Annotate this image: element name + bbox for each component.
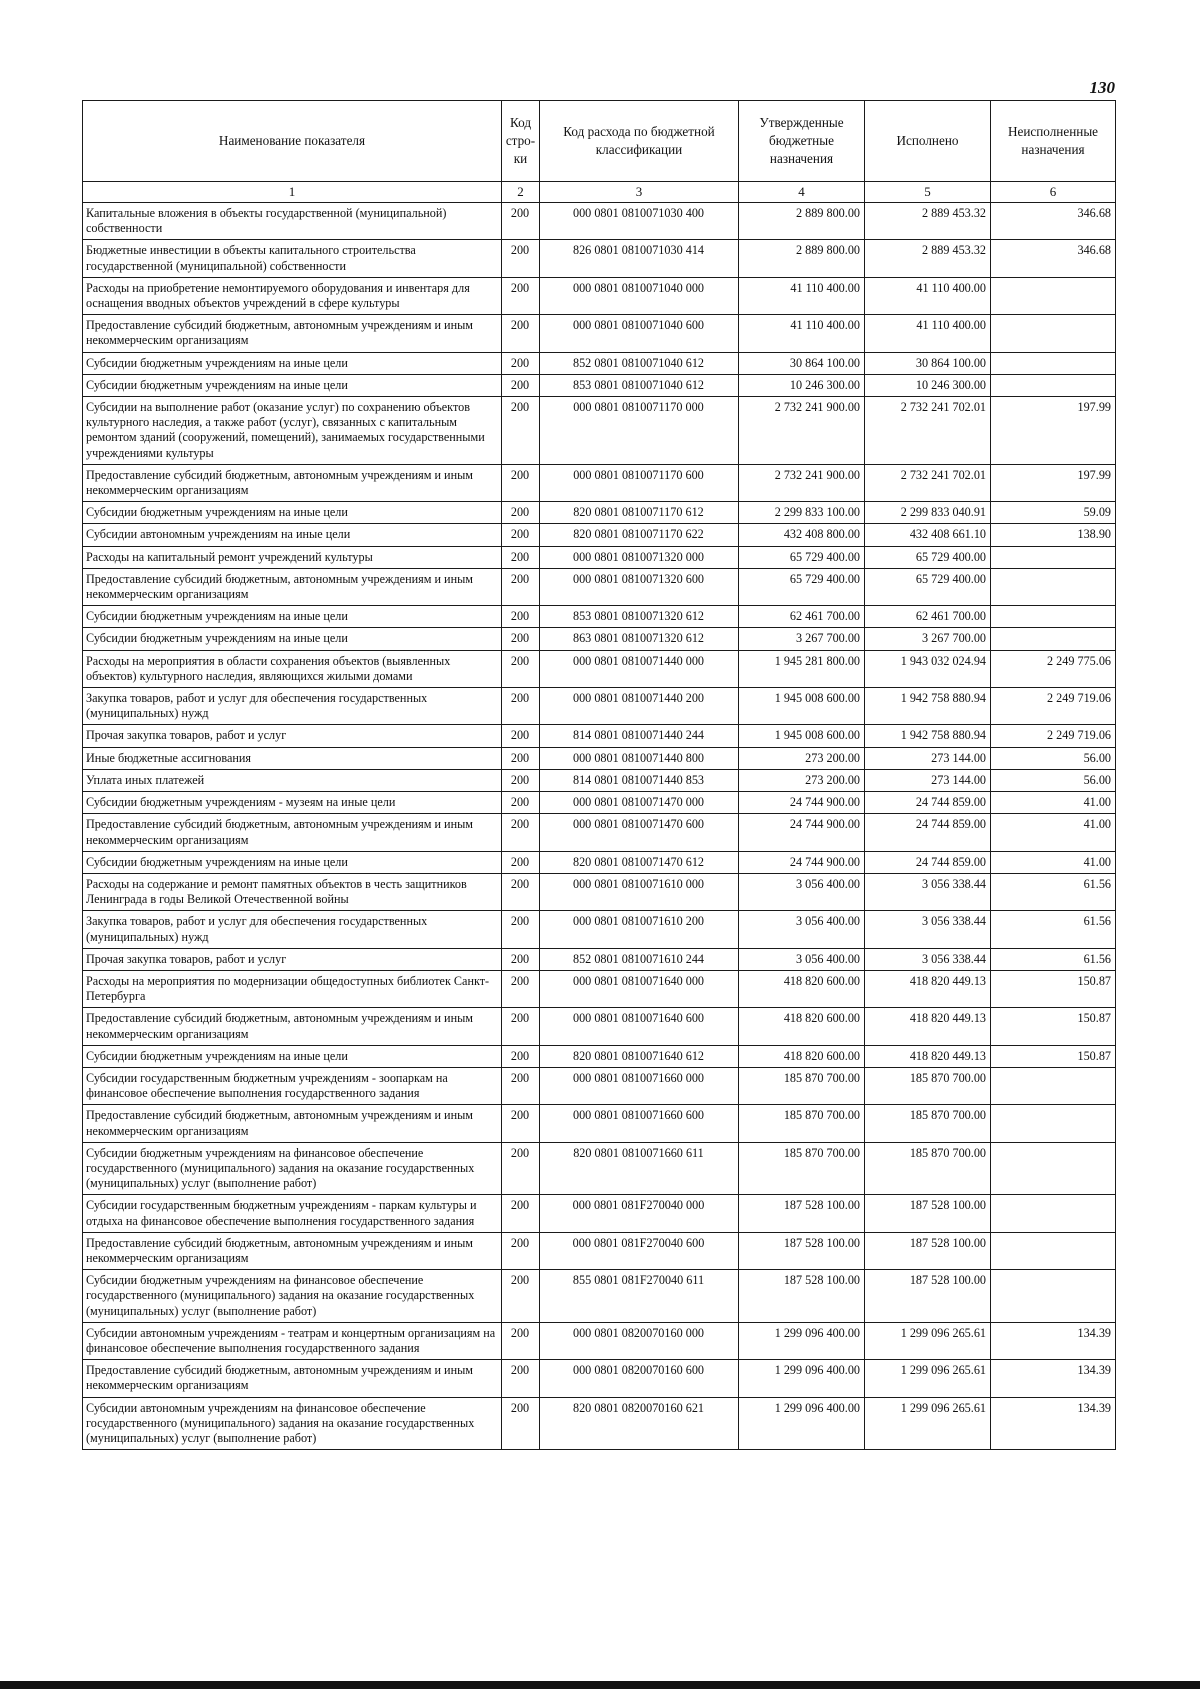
approved-amount-cell: 2 732 241 900.00 [739, 464, 865, 501]
approved-amount-cell: 3 056 400.00 [739, 873, 865, 910]
indicator-name-cell: Расходы на мероприятия по модернизации общедоступных библиотек Санкт-Петербурга [83, 970, 502, 1007]
table-row [83, 1322, 1116, 1359]
approved-amount-cell: 1 945 281 800.00 [739, 650, 865, 687]
indicator-name-cell: Предоставление субсидий бюджетным, автономным учреждениям и иным некоммерческим организациям [83, 1008, 502, 1045]
table-row [83, 911, 1116, 948]
table-body [83, 203, 1116, 1450]
executed-amount-cell: 185 870 700.00 [865, 1067, 991, 1104]
indicator-name-cell: Субсидии бюджетным учреждениям на финансовое обеспечение государственного (муниципального) задания на оказание государственных (муниципальных) услуг (выполнение работ) [83, 1270, 502, 1323]
approved-amount-cell: 24 744 900.00 [739, 814, 865, 851]
executed-amount-cell: 418 820 449.13 [865, 970, 991, 1007]
executed-amount-cell: 185 870 700.00 [865, 1142, 991, 1195]
indicator-name-cell: Закупка товаров, работ и услуг для обеспечения государственных (муниципальных) нужд [83, 911, 502, 948]
indicator-name-cell: Субсидии бюджетным учреждениям на иные цели [83, 1045, 502, 1067]
approved-amount-cell: 1 299 096 400.00 [739, 1360, 865, 1397]
table-row [83, 546, 1116, 568]
table-row [83, 1397, 1116, 1450]
line-code-cell: 200 [502, 1045, 540, 1067]
approved-amount-cell: 418 820 600.00 [739, 1045, 865, 1067]
column-number: 3 [540, 182, 739, 203]
header-indicator-name: Наименование показателя [83, 101, 502, 182]
table-row [83, 948, 1116, 970]
table-row [83, 970, 1116, 1007]
indicator-name-cell: Субсидии бюджетным учреждениям - музеям на иные цели [83, 792, 502, 814]
scan-bottom-edge [0, 1681, 1200, 1689]
approved-amount-cell: 185 870 700.00 [739, 1105, 865, 1142]
page-number: 130 [1089, 78, 1115, 97]
table-row [83, 873, 1116, 910]
line-code-cell: 200 [502, 240, 540, 277]
indicator-name-cell: Субсидии бюджетным учреждениям на иные цели [83, 606, 502, 628]
executed-amount-cell: 2 889 453.32 [865, 240, 991, 277]
executed-amount-cell: 418 820 449.13 [865, 1008, 991, 1045]
indicator-name-cell: Иные бюджетные ассигнования [83, 747, 502, 769]
budget-execution-table [82, 100, 1116, 1450]
indicator-name-cell: Субсидии бюджетным учреждениям на иные цели [83, 352, 502, 374]
line-code-cell: 200 [502, 628, 540, 650]
unexecuted-amount-cell: 41.00 [991, 851, 1116, 873]
approved-amount-cell: 2 732 241 900.00 [739, 397, 865, 465]
table-row [83, 1142, 1116, 1195]
line-code-cell: 200 [502, 650, 540, 687]
table-row [83, 315, 1116, 352]
approved-amount-cell: 187 528 100.00 [739, 1270, 865, 1323]
table-row [83, 1008, 1116, 1045]
approved-amount-cell: 30 864 100.00 [739, 352, 865, 374]
classification-code-cell: 000 0801 0810071170 600 [540, 464, 739, 501]
approved-amount-cell: 185 870 700.00 [739, 1142, 865, 1195]
indicator-name-cell: Субсидии бюджетным учреждениям на иные цели [83, 851, 502, 873]
table-row [83, 374, 1116, 396]
header-unexecuted-assignments: Неисполненные назначения [991, 101, 1116, 182]
indicator-name-cell: Расходы на приобретение немонтируемого оборудования и инвентаря для оснащения вводных объектов учреждений в сфере культуры [83, 277, 502, 314]
table-header [83, 101, 1116, 203]
classification-code-cell: 000 0801 0810071440 800 [540, 747, 739, 769]
executed-amount-cell: 24 744 859.00 [865, 814, 991, 851]
unexecuted-amount-cell: 61.56 [991, 873, 1116, 910]
executed-amount-cell: 1 299 096 265.61 [865, 1322, 991, 1359]
classification-code-cell: 000 0801 0820070160 000 [540, 1322, 739, 1359]
indicator-name-cell: Субсидии автономным учреждениям на финансовое обеспечение государственного (муниципального) задания на оказание государственных (муниципальных) услуг (выполнение работ) [83, 1397, 502, 1450]
executed-amount-cell: 30 864 100.00 [865, 352, 991, 374]
table-row [83, 502, 1116, 524]
executed-amount-cell: 10 246 300.00 [865, 374, 991, 396]
executed-amount-cell: 65 729 400.00 [865, 546, 991, 568]
table-row [83, 397, 1116, 465]
table-row [83, 792, 1116, 814]
approved-amount-cell: 62 461 700.00 [739, 606, 865, 628]
approved-amount-cell: 187 528 100.00 [739, 1232, 865, 1269]
approved-amount-cell: 41 110 400.00 [739, 277, 865, 314]
approved-amount-cell: 65 729 400.00 [739, 546, 865, 568]
line-code-cell: 200 [502, 502, 540, 524]
line-code-cell: 200 [502, 277, 540, 314]
indicator-name-cell: Предоставление субсидий бюджетным, автономным учреждениям и иным некоммерческим организациям [83, 315, 502, 352]
header-approved-assignments: Утвержденные бюджетные назначения [739, 101, 865, 182]
indicator-name-cell: Предоставление субсидий бюджетным, автономным учреждениям и иным некоммерческим организациям [83, 464, 502, 501]
unexecuted-amount-cell [991, 352, 1116, 374]
column-number: 5 [865, 182, 991, 203]
indicator-name-cell: Уплата иных платежей [83, 769, 502, 791]
unexecuted-amount-cell [991, 606, 1116, 628]
classification-code-cell: 000 0801 0810071470 000 [540, 792, 739, 814]
approved-amount-cell: 1 299 096 400.00 [739, 1397, 865, 1450]
executed-amount-cell: 187 528 100.00 [865, 1270, 991, 1323]
table-row [83, 1232, 1116, 1269]
line-code-cell: 200 [502, 374, 540, 396]
unexecuted-amount-cell [991, 628, 1116, 650]
approved-amount-cell: 1 945 008 600.00 [739, 688, 865, 725]
header-executed: Исполнено [865, 101, 991, 182]
table-row [83, 203, 1116, 240]
column-number: 6 [991, 182, 1116, 203]
line-code-cell: 200 [502, 203, 540, 240]
unexecuted-amount-cell: 61.56 [991, 948, 1116, 970]
executed-amount-cell: 41 110 400.00 [865, 277, 991, 314]
unexecuted-amount-cell: 197.99 [991, 464, 1116, 501]
executed-amount-cell: 41 110 400.00 [865, 315, 991, 352]
unexecuted-amount-cell: 134.39 [991, 1322, 1116, 1359]
classification-code-cell: 853 0801 0810071040 612 [540, 374, 739, 396]
unexecuted-amount-cell [991, 1270, 1116, 1323]
table-row [83, 277, 1116, 314]
table-row [83, 1195, 1116, 1232]
classification-code-cell: 000 0801 0810071640 000 [540, 970, 739, 1007]
executed-amount-cell: 65 729 400.00 [865, 568, 991, 605]
table-row [83, 628, 1116, 650]
approved-amount-cell: 24 744 900.00 [739, 792, 865, 814]
indicator-name-cell: Субсидии государственным бюджетным учреждениям - зоопаркам на финансовое обеспечение выполнения государственного задания [83, 1067, 502, 1104]
table-row [83, 606, 1116, 628]
line-code-cell: 200 [502, 688, 540, 725]
approved-amount-cell: 2 889 800.00 [739, 203, 865, 240]
unexecuted-amount-cell: 56.00 [991, 747, 1116, 769]
line-code-cell: 200 [502, 1195, 540, 1232]
table-row [83, 650, 1116, 687]
unexecuted-amount-cell: 150.87 [991, 1045, 1116, 1067]
approved-amount-cell: 2 299 833 100.00 [739, 502, 865, 524]
line-code-cell: 200 [502, 970, 540, 1007]
indicator-name-cell: Предоставление субсидий бюджетным, автономным учреждениям и иным некоммерческим организациям [83, 1105, 502, 1142]
executed-amount-cell: 2 889 453.32 [865, 203, 991, 240]
approved-amount-cell: 185 870 700.00 [739, 1067, 865, 1104]
unexecuted-amount-cell [991, 1195, 1116, 1232]
classification-code-cell: 000 0801 0810071610 200 [540, 911, 739, 948]
indicator-name-cell: Предоставление субсидий бюджетным, автономным учреждениям и иным некоммерческим организациям [83, 568, 502, 605]
line-code-cell: 200 [502, 464, 540, 501]
line-code-cell: 200 [502, 1270, 540, 1323]
unexecuted-amount-cell: 134.39 [991, 1360, 1116, 1397]
line-code-cell: 200 [502, 792, 540, 814]
indicator-name-cell: Субсидии автономным учреждениям - театрам и концертным организациям на финансовое обеспечение выполнения государственного задания [83, 1322, 502, 1359]
indicator-name-cell: Прочая закупка товаров, работ и услуг [83, 725, 502, 747]
approved-amount-cell: 3 056 400.00 [739, 911, 865, 948]
classification-code-cell: 000 0801 0810071040 000 [540, 277, 739, 314]
approved-amount-cell: 273 200.00 [739, 747, 865, 769]
executed-amount-cell: 187 528 100.00 [865, 1195, 991, 1232]
unexecuted-amount-cell: 150.87 [991, 970, 1116, 1007]
classification-code-cell: 820 0801 0810071660 611 [540, 1142, 739, 1195]
header-line-code: Код стро-ки [502, 101, 540, 182]
executed-amount-cell: 62 461 700.00 [865, 606, 991, 628]
table-row [83, 851, 1116, 873]
unexecuted-amount-cell: 346.68 [991, 240, 1116, 277]
indicator-name-cell: Субсидии бюджетным учреждениям на иные цели [83, 628, 502, 650]
unexecuted-amount-cell: 2 249 719.06 [991, 725, 1116, 747]
line-code-cell: 200 [502, 546, 540, 568]
executed-amount-cell: 3 056 338.44 [865, 873, 991, 910]
approved-amount-cell: 3 056 400.00 [739, 948, 865, 970]
approved-amount-cell: 3 267 700.00 [739, 628, 865, 650]
indicator-name-cell: Субсидии бюджетным учреждениям на иные цели [83, 374, 502, 396]
column-number: 2 [502, 182, 540, 203]
unexecuted-amount-cell: 56.00 [991, 769, 1116, 791]
executed-amount-cell: 3 056 338.44 [865, 911, 991, 948]
line-code-cell: 200 [502, 769, 540, 791]
unexecuted-amount-cell: 346.68 [991, 203, 1116, 240]
classification-code-cell: 000 0801 0810071030 400 [540, 203, 739, 240]
classification-code-cell: 000 0801 0810071640 600 [540, 1008, 739, 1045]
table-row [83, 814, 1116, 851]
unexecuted-amount-cell [991, 568, 1116, 605]
classification-code-cell: 820 0801 0820070160 621 [540, 1397, 739, 1450]
unexecuted-amount-cell [991, 374, 1116, 396]
approved-amount-cell: 273 200.00 [739, 769, 865, 791]
column-number: 1 [83, 182, 502, 203]
executed-amount-cell: 418 820 449.13 [865, 1045, 991, 1067]
unexecuted-amount-cell [991, 1067, 1116, 1104]
unexecuted-amount-cell [991, 1232, 1116, 1269]
line-code-cell: 200 [502, 814, 540, 851]
classification-code-cell: 852 0801 0810071040 612 [540, 352, 739, 374]
table-row [83, 464, 1116, 501]
table-row [83, 352, 1116, 374]
classification-code-cell: 852 0801 0810071610 244 [540, 948, 739, 970]
classification-code-cell: 820 0801 0810071470 612 [540, 851, 739, 873]
classification-code-cell: 853 0801 0810071320 612 [540, 606, 739, 628]
approved-amount-cell: 10 246 300.00 [739, 374, 865, 396]
classification-code-cell: 000 0801 081F270040 000 [540, 1195, 739, 1232]
table-row [83, 1105, 1116, 1142]
executed-amount-cell: 1 299 096 265.61 [865, 1360, 991, 1397]
unexecuted-amount-cell: 61.56 [991, 911, 1116, 948]
column-number: 4 [739, 182, 865, 203]
line-code-cell: 200 [502, 747, 540, 769]
line-code-cell: 200 [502, 1322, 540, 1359]
classification-code-cell: 814 0801 0810071440 853 [540, 769, 739, 791]
executed-amount-cell: 24 744 859.00 [865, 792, 991, 814]
classification-code-cell: 000 0801 0810071320 600 [540, 568, 739, 605]
line-code-cell: 200 [502, 1067, 540, 1104]
unexecuted-amount-cell [991, 315, 1116, 352]
line-code-cell: 200 [502, 1397, 540, 1450]
unexecuted-amount-cell [991, 1105, 1116, 1142]
classification-code-cell: 000 0801 0810071610 000 [540, 873, 739, 910]
indicator-name-cell: Субсидии государственным бюджетным учреждениям - паркам культуры и отдыха на финансовое обеспечение выполнения государственного задания [83, 1195, 502, 1232]
indicator-name-cell: Предоставление субсидий бюджетным, автономным учреждениям и иным некоммерческим организациям [83, 1360, 502, 1397]
classification-code-cell: 000 0801 0810071470 600 [540, 814, 739, 851]
approved-amount-cell: 2 889 800.00 [739, 240, 865, 277]
classification-code-cell: 000 0801 081F270040 600 [540, 1232, 739, 1269]
classification-code-cell: 000 0801 0810071170 000 [540, 397, 739, 465]
unexecuted-amount-cell: 150.87 [991, 1008, 1116, 1045]
executed-amount-cell: 2 732 241 702.01 [865, 464, 991, 501]
table-row [83, 524, 1116, 546]
line-code-cell: 200 [502, 873, 540, 910]
executed-amount-cell: 273 144.00 [865, 747, 991, 769]
classification-code-cell: 000 0801 0810071440 000 [540, 650, 739, 687]
unexecuted-amount-cell [991, 546, 1116, 568]
indicator-name-cell: Предоставление субсидий бюджетным, автономным учреждениям и иным некоммерческим организациям [83, 814, 502, 851]
table-row [83, 240, 1116, 277]
indicator-name-cell: Предоставление субсидий бюджетным, автономным учреждениям и иным некоммерческим организациям [83, 1232, 502, 1269]
executed-amount-cell: 187 528 100.00 [865, 1232, 991, 1269]
table-row [83, 1270, 1116, 1323]
table-row [83, 568, 1116, 605]
approved-amount-cell: 418 820 600.00 [739, 1008, 865, 1045]
classification-code-cell: 000 0801 0810071660 000 [540, 1067, 739, 1104]
table-row [83, 1067, 1116, 1104]
approved-amount-cell: 24 744 900.00 [739, 851, 865, 873]
line-code-cell: 200 [502, 1360, 540, 1397]
table-row [83, 1360, 1116, 1397]
line-code-cell: 200 [502, 1232, 540, 1269]
approved-amount-cell: 65 729 400.00 [739, 568, 865, 605]
unexecuted-amount-cell: 138.90 [991, 524, 1116, 546]
unexecuted-amount-cell: 59.09 [991, 502, 1116, 524]
approved-amount-cell: 1 945 008 600.00 [739, 725, 865, 747]
table-row [83, 688, 1116, 725]
unexecuted-amount-cell: 2 249 719.06 [991, 688, 1116, 725]
line-code-cell: 200 [502, 606, 540, 628]
classification-code-cell: 863 0801 0810071320 612 [540, 628, 739, 650]
executed-amount-cell: 3 267 700.00 [865, 628, 991, 650]
header-budget-classification-code: Код расхода по бюджетной классификации [540, 101, 739, 182]
indicator-name-cell: Капитальные вложения в объекты государственной (муниципальной) собственности [83, 203, 502, 240]
line-code-cell: 200 [502, 1008, 540, 1045]
unexecuted-amount-cell: 197.99 [991, 397, 1116, 465]
table-row [83, 725, 1116, 747]
line-code-cell: 200 [502, 948, 540, 970]
approved-amount-cell: 1 299 096 400.00 [739, 1322, 865, 1359]
approved-amount-cell: 418 820 600.00 [739, 970, 865, 1007]
classification-code-cell: 000 0801 0810071440 200 [540, 688, 739, 725]
executed-amount-cell: 1 943 032 024.94 [865, 650, 991, 687]
classification-code-cell: 000 0801 0810071040 600 [540, 315, 739, 352]
line-code-cell: 200 [502, 851, 540, 873]
unexecuted-amount-cell: 41.00 [991, 814, 1116, 851]
classification-code-cell: 820 0801 0810071170 612 [540, 502, 739, 524]
unexecuted-amount-cell: 41.00 [991, 792, 1116, 814]
classification-code-cell: 000 0801 0810071320 000 [540, 546, 739, 568]
indicator-name-cell: Расходы на содержание и ремонт памятных объектов в честь защитников Ленинграда в годы Великой Отечественной войны [83, 873, 502, 910]
unexecuted-amount-cell: 134.39 [991, 1397, 1116, 1450]
line-code-cell: 200 [502, 524, 540, 546]
executed-amount-cell: 2 299 833 040.91 [865, 502, 991, 524]
unexecuted-amount-cell [991, 1142, 1116, 1195]
indicator-name-cell: Бюджетные инвестиции в объекты капитального строительства государственной (муниципальной) собственности [83, 240, 502, 277]
executed-amount-cell: 1 942 758 880.94 [865, 688, 991, 725]
indicator-name-cell: Закупка товаров, работ и услуг для обеспечения государственных (муниципальных) нужд [83, 688, 502, 725]
indicator-name-cell: Субсидии бюджетным учреждениям на иные цели [83, 502, 502, 524]
table-row [83, 747, 1116, 769]
approved-amount-cell: 41 110 400.00 [739, 315, 865, 352]
classification-code-cell: 820 0801 0810071170 622 [540, 524, 739, 546]
approved-amount-cell: 187 528 100.00 [739, 1195, 865, 1232]
line-code-cell: 200 [502, 397, 540, 465]
unexecuted-amount-cell: 2 249 775.06 [991, 650, 1116, 687]
line-code-cell: 200 [502, 911, 540, 948]
indicator-name-cell: Прочая закупка товаров, работ и услуг [83, 948, 502, 970]
line-code-cell: 200 [502, 315, 540, 352]
indicator-name-cell: Расходы на капитальный ремонт учреждений культуры [83, 546, 502, 568]
indicator-name-cell: Расходы на мероприятия в области сохранения объектов (выявленных объектов) культурного наследия, являющихся жилыми домами [83, 650, 502, 687]
executed-amount-cell: 273 144.00 [865, 769, 991, 791]
executed-amount-cell: 3 056 338.44 [865, 948, 991, 970]
table-row [83, 769, 1116, 791]
classification-code-cell: 000 0801 0810071660 600 [540, 1105, 739, 1142]
executed-amount-cell: 185 870 700.00 [865, 1105, 991, 1142]
classification-code-cell: 820 0801 0810071640 612 [540, 1045, 739, 1067]
table-row [83, 1045, 1116, 1067]
line-code-cell: 200 [502, 568, 540, 605]
classification-code-cell: 000 0801 0820070160 600 [540, 1360, 739, 1397]
classification-code-cell: 855 0801 081F270040 611 [540, 1270, 739, 1323]
executed-amount-cell: 1 299 096 265.61 [865, 1397, 991, 1450]
line-code-cell: 200 [502, 1142, 540, 1195]
executed-amount-cell: 432 408 661.10 [865, 524, 991, 546]
executed-amount-cell: 2 732 241 702.01 [865, 397, 991, 465]
line-code-cell: 200 [502, 725, 540, 747]
indicator-name-cell: Субсидии бюджетным учреждениям на финансовое обеспечение государственного (муниципального) задания на оказание государственных (муниципальных) услуг (выполнение работ) [83, 1142, 502, 1195]
line-code-cell: 200 [502, 1105, 540, 1142]
indicator-name-cell: Субсидии на выполнение работ (оказание услуг) по сохранению объектов культурного наследия, а также работ (услуг), связанных с капитальным ремонтом зданий (сооружений, помещений), занимаемых государственными учреждениями культуры [83, 397, 502, 465]
classification-code-cell: 826 0801 0810071030 414 [540, 240, 739, 277]
approved-amount-cell: 432 408 800.00 [739, 524, 865, 546]
line-code-cell: 200 [502, 352, 540, 374]
indicator-name-cell: Субсидии автономным учреждениям на иные цели [83, 524, 502, 546]
executed-amount-cell: 24 744 859.00 [865, 851, 991, 873]
executed-amount-cell: 1 942 758 880.94 [865, 725, 991, 747]
unexecuted-amount-cell [991, 277, 1116, 314]
classification-code-cell: 814 0801 0810071440 244 [540, 725, 739, 747]
